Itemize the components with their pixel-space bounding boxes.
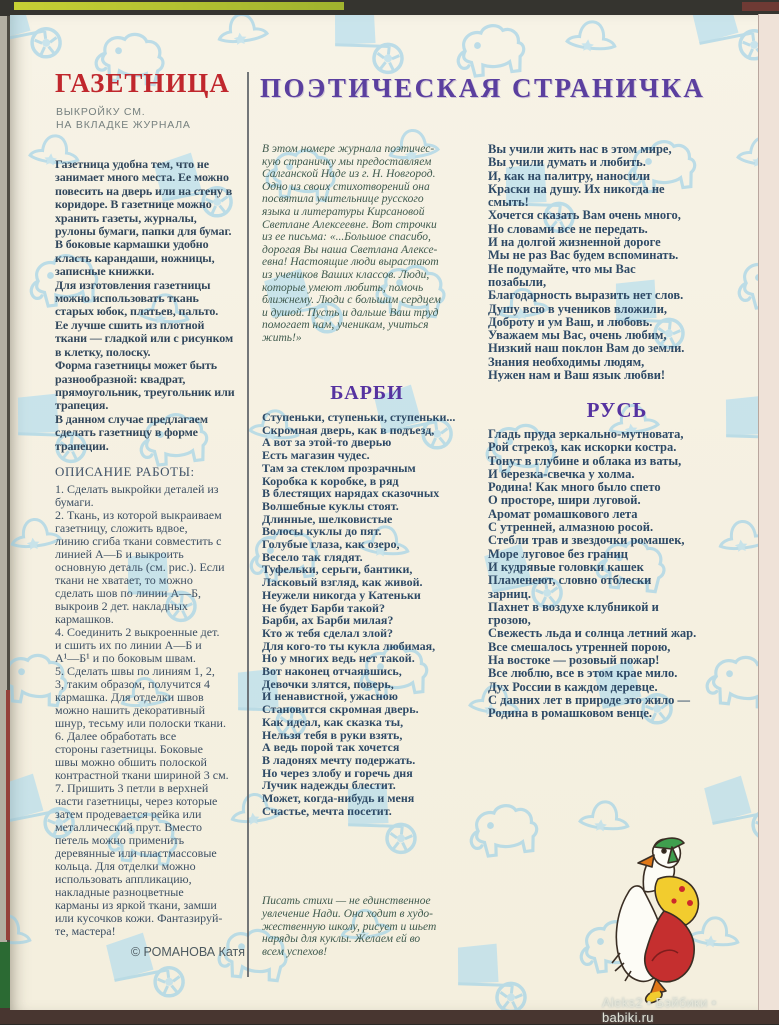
text-line: Волшебные куклы стоят. [262,498,399,513]
text-line: кармашка. Для отделки швов [55,690,204,704]
text-line: занимает много места. Ее можно [55,170,229,185]
article-intro-text [55,158,247,453]
text-line: сделать шов по линии А—Б, [55,586,202,600]
text-line: швы можно обшить полоской [55,755,207,769]
text-line: Море луговое без границ [488,546,628,561]
text-line: Стебли трав и звездочки ромашек, [488,533,685,548]
text-line: бумаги. [55,495,94,509]
text-line: накладные разноцветные [55,885,184,899]
text-line: Не будет Барби такой? [262,600,385,615]
text-line: Коробка к коробке, в ряд [262,473,399,488]
text-line: Ласковый взгляд, как живой. [262,575,423,590]
poetry-outro-text [262,895,474,959]
scan-top-maroon-strip [742,2,779,11]
text-line: Мы не раз Вас будем вспоминать. [488,248,679,263]
text-line: сделать газетницу в форме [55,425,198,440]
text-line: Благодарность выразить нет слов. [488,288,684,303]
text-line: жить!» [262,331,302,344]
text-line: 6. Далее обработать все [55,729,177,743]
text-line: Пахнет в воздухе клубникой и [488,599,659,614]
text-line: А¹—Б¹ и по боковым швам. [55,651,196,665]
text-line: смыть! [488,195,529,210]
text-line: С утренней, алмазною росой. [488,520,654,535]
work-steps-text [55,483,247,938]
text-line: 1. Сделать выкройки деталей из [55,482,219,496]
text-line: Вы учили жить нас в этом мире, [488,142,672,156]
text-line: линию сгиба ткани совместить с [55,534,222,548]
text-line: 7. Пришить 3 петли в верхней [55,781,209,795]
text-line: газетницу, сложить вдвое, [55,521,188,535]
text-line: На востоке — розовый пожар! [488,653,660,668]
text-line: И на долгой жизненной дороге [488,235,661,250]
text-line: из учеников Ваших классов. Люди, [262,268,430,281]
text-line: шнур, тесьму или полоски ткани. [55,716,226,730]
text-line: Знания необходимы людям, [488,354,645,369]
text-line: помогает нам, ученикам, учиться [262,319,429,332]
text-line: Может, когда-нибудь и меня [262,791,415,806]
text-line: Для кого-то ты кукла любимая, [262,638,436,653]
text-line: Там за стеклом прозрачным [262,460,416,475]
text-line: Кто ж тебя сделал злой? [262,625,394,640]
text-line: А ведь порой так хочется [262,740,400,755]
text-line: которые умеют любить, помочь [262,281,424,294]
text-line: Не подумайте, что мы Вас [488,261,636,276]
text-line: линией А—Б и выкроить [55,547,184,561]
text-line: класть карандаши, ножницы, [55,250,215,265]
text-line: кармашков. [55,612,114,626]
text-line: Туфельки, серьги, бантики, [262,562,413,577]
text-line: Салганской Наде из г. Н. Новгород. [262,168,436,181]
goose-doll-illustration [598,833,716,1008]
text-line: Ее лучше сшить из плотной [55,317,205,332]
poem-teacher-text [488,143,746,382]
text-line: Тонут в глубине и облака из ваты, [488,453,682,468]
text-line: Светлане Алексеевне. Вот строчки [262,218,437,231]
poem-barbi-text [262,411,474,818]
article-title: ГАЗЕТНИЦА [55,68,230,98]
text-line: Есть магазин чудес. [262,448,370,463]
text-line: И березка-свечка у холма. [488,466,635,481]
text-line: металлический прут. Вместо [55,820,203,834]
text-line: А вот за этой-то дверью [262,435,392,450]
text-line: посвятила учительнице русского [262,193,424,206]
text-line: Рой стрекоз, как искорки костра. [488,440,677,455]
work-description-heading: ОПИСАНИЕ РАБОТЫ: [55,464,195,479]
text-line: петель можно применить [55,833,185,847]
text-line: Становится скромная дверь. [262,702,419,717]
text-line: Нельзя тебя в руки взять, [262,727,403,742]
text-line: рулоны бумаги, папки для бумаг. [55,224,232,239]
text-line: или кусочков кожи. Фантазируй- [55,911,223,925]
text-line: Газетница удобна тем, что не [55,157,209,171]
text-line: записные книжки. [55,264,155,279]
article-subtitle [56,106,191,132]
text-line: Вот наконец отчаявшись, [262,664,402,679]
text-line: В данном случае предлагаем [55,411,208,426]
text-line: Хочется сказать Вам очень много, [488,208,681,223]
text-line: жественную школу, рисует и шьет [262,920,437,933]
scan-top-yellow-strip [14,2,344,10]
text-line: Все смешалось утренней порою, [488,639,671,654]
text-line: евна! Настоящие люди вырастают [262,256,439,269]
text-line: И, как на палитру, наносили [488,168,651,183]
text-line: И ненавистной, ужасною [262,689,398,704]
text-line: 3, таким образом, получится 4 [55,677,210,691]
text-line: можно использовать ткань [55,291,199,306]
text-line: Дух России в каждом деревце. [488,679,658,694]
text-line: наряды для куклы. Желаем ей во [262,933,421,946]
text-line: ткани — гладкой или с рисунком [55,331,234,346]
text-line: В блестящих нарядах сказочных [262,486,440,501]
text-line: Но у многих ведь нет такой. [262,651,415,666]
text-line: Свежесть льда и солнца летний жар. [488,626,697,641]
text-line: контрастной ткани шириной 3 см. [55,768,229,782]
text-line: и сшить их по линии А—Б и [55,638,202,652]
text-line: стороны газетницы. Боковые [55,742,203,756]
text-line: можно нашить декоративный [55,703,206,717]
text-line: Лучик надежды блестит. [262,778,396,793]
text-line: В боковые кармашки удобно [55,237,209,252]
text-line: грозою, [488,613,531,628]
text-line: Уважаем мы Вас, очень любим, [488,328,667,343]
text-line: Как идеал, как сказка ты, [262,714,404,729]
text-line: кольца. Для отделки можно [55,859,196,873]
text-line: Волосы куклы до пят. [262,524,382,539]
text-line: Неужели никогда у Катеньки [262,587,421,602]
text-line: разнообразной: квадрат, [55,371,186,386]
poem-title-barbi: БАРБИ [330,382,404,404]
watermark-text: Aleks2 • Бэйбики • babiki.ru [602,995,717,1025]
text-line: Для изготовления газетницы [55,277,211,292]
text-line: Писать стихи — не единственное [262,895,431,907]
poem-title-rus: РУСЬ [586,398,648,422]
text-line: трапеция. [55,398,109,413]
text-line: затем продевается рейка или [55,807,202,821]
text-line: языка и литературы Кирсановой [262,205,425,218]
author-credit: © РОМАНОВА Катя [130,945,245,959]
text-line: Низкий наш поклон Вам до земли. [488,341,685,356]
text-line: Но через злобу и горечь дня [262,765,413,780]
text-line: кую страничку мы предоставляем [262,155,432,168]
text-line: 4. Соединить 2 выкроенные дет. [55,625,220,639]
text-line: Вы учили думать и любить. [488,155,646,170]
text-line: те, мастера! [55,924,116,938]
text-line: Скромная дверь, как в подъезд, [262,422,435,437]
text-line: основную деталь (см. рис.). Если [55,560,225,574]
text-line: Счастье, мечта посетит. [262,803,392,818]
text-line: Девочки злятся, поверь, [262,676,394,691]
text-line: дорогая Вы наша Светлана Алексе- [262,243,438,256]
text-line: С давних лет в природе это жило — [488,692,691,707]
text-line: деревянные или пластмассовые [55,846,217,860]
text-line: Краски на душу. Их никогда не [488,181,665,196]
text-line: Родина в ромашковом венце. [488,706,653,721]
scan-right-edge [758,14,779,1010]
text-line: старых юбок, платьев, пальто. [55,304,219,319]
text-line: ближнему. Люди с большим сердцем [262,294,441,307]
section-title: ПОЭТИЧЕСКАЯ СТРАНИЧКА [260,73,706,103]
text-line: О просторе, шири луговой. [488,493,641,508]
text-line: увлечение Нади. Она ходит в худо- [262,907,433,920]
text-line: В этом номере журнала поэтичес- [262,143,435,155]
text-line: Но словами все не передать. [488,221,648,236]
text-line: хранить газеты, журналы, [55,210,197,225]
text-line: 2. Ткань, из которой выкраиваем [55,508,222,522]
page-content [10,15,758,1025]
text-line: Ступеньки, ступеньки, ступеньки... [262,410,456,424]
text-line: Длинные, шелковистые [262,511,393,526]
text-line: Форма газетницы может быть [55,358,217,373]
text-line: зарниц. [488,586,531,601]
text-line: Голубые глаза, как озеро, [262,537,400,552]
magazine-page [10,15,758,1025]
text-line: Все люблю, все в этом крае мило. [488,666,678,681]
text-line: ВЫКРОЙКУ СМ. [56,106,146,118]
text-line: Одно из своих стихотворений она [262,180,430,193]
text-line: и душой. Пусть и дальше Ваш труд [262,306,439,319]
text-line: выкроив 2 дет. накладных [55,599,188,613]
column-divider-line [247,72,249,977]
text-line: Нужен нам и Ваш язык любви! [488,368,666,383]
poem-rus-text [488,428,746,721]
text-line: НА ВКЛАДКЕ ЖУРНАЛА [56,119,191,131]
text-line: использовать аппликацию, [55,872,192,886]
text-line: всем успехов! [262,946,328,959]
text-line: Гладь пруда зеркально-мутновата, [488,427,684,441]
text-line: Аромат ромашкового лета [488,506,638,521]
text-line: Душу всю в учеников вложили, [488,301,668,316]
text-line: В ладонях мечту подержать. [262,752,416,767]
text-line: повесить на дверь или на стену в [55,183,233,198]
text-line: 5. Сделать швы по линиям 1, 2, [55,664,215,678]
text-line: позабыли, [488,274,547,289]
text-line: Пламенеют, словно отблески [488,573,652,588]
text-line: трапеции. [55,438,109,453]
text-line: И кудрявые головки кашек [488,559,644,574]
text-line: ткани не хватает, то можно [55,573,193,587]
text-line: прямоугольник, треугольник или [55,384,235,399]
text-line: Барби, ах Барби милая? [262,613,394,628]
text-line: Доброту и ум Ваш, и любовь. [488,314,653,329]
poetry-intro-text [262,143,474,345]
text-line: карманы из яркой ткани, замши [55,898,217,912]
text-line: части газетницы, через которые [55,794,218,808]
text-line: из ее письма: «...Большое спасибо, [262,231,431,244]
text-line: Весело так глядят. [262,549,363,564]
text-line: Родина! Как много было спето [488,480,661,495]
text-line: в клетку, полоску. [55,344,151,359]
text-line: коридоре. В газетнице можно [55,197,212,212]
